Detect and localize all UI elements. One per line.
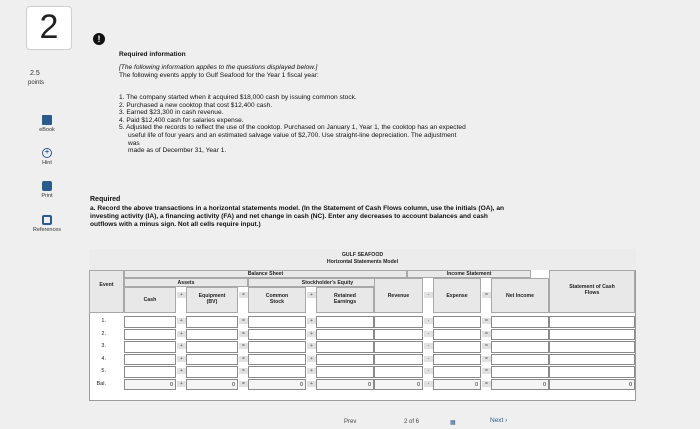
hint-icon: + [42, 148, 52, 158]
plus-sign: + [177, 331, 186, 337]
event-number: 5. [101, 368, 106, 374]
revenue-input[interactable] [374, 341, 423, 353]
references-label: References [32, 227, 62, 233]
event-item: 5. Adjusted the records to reflect the use of the cooktop. Purchased on January 1, Year 1, the cooktop has an expected [119, 124, 466, 132]
assets-header: Assets [124, 278, 248, 287]
revenue-input[interactable] [374, 354, 423, 366]
minus-sign: - [424, 381, 433, 387]
required-heading: Required [90, 196, 121, 203]
balance-cash-cell: 0 [124, 379, 176, 391]
equals-sign: = [239, 318, 248, 324]
cash-input[interactable] [124, 354, 176, 366]
common-input[interactable] [248, 329, 306, 341]
minus-sign: - [424, 368, 433, 374]
cash-flows-input[interactable] [549, 354, 635, 366]
company-name: GULF SEAFOOD [341, 252, 384, 258]
equals-sign: = [482, 318, 491, 324]
print-label: Print [41, 193, 53, 199]
revenue-input[interactable] [374, 366, 423, 378]
cash-flows-input[interactable] [549, 329, 635, 341]
event-item: 2. Purchased a new cooktop that cost $12,400 cash. [119, 101, 273, 109]
event-header: Event [89, 270, 124, 313]
equipment-input[interactable] [186, 341, 238, 353]
question-number-box [26, 6, 72, 50]
equals-sign: = [482, 343, 491, 349]
cash-input[interactable] [124, 329, 176, 341]
net-income-input[interactable] [491, 366, 549, 378]
hint-button[interactable] [24, 148, 70, 166]
required-line: investing activity (IA), a financing activity (FA) and net change in cash (NC). Enter any decreases to account balances and cash [90, 213, 488, 221]
plus-sign: + [177, 356, 186, 362]
net-income-input[interactable] [491, 354, 549, 366]
equals-sign: = [239, 381, 248, 387]
plus-sign: + [307, 292, 316, 298]
cash-flows-input[interactable] [549, 341, 635, 353]
net-income-input[interactable] [491, 316, 549, 328]
plus-sign: + [307, 343, 316, 349]
equipment-label: Equipment [198, 293, 226, 299]
event-item: 3. Earned $23,300 in cash revenue. [119, 109, 224, 117]
equals-sign: = [239, 368, 248, 374]
balance-retained-cell: 0 [316, 379, 374, 391]
equals-sign: = [482, 368, 491, 374]
hint-label: Hint [42, 160, 52, 166]
equipment-header [186, 287, 238, 313]
balance-cash-flows-cell: 0 [549, 379, 635, 391]
expense-input[interactable] [433, 354, 481, 366]
cash-flows-label-2: Flows [584, 290, 600, 296]
info-note: [The following information applies to the questions displayed below.] [119, 64, 318, 71]
retained-input[interactable] [316, 341, 374, 353]
event-item: 4. Paid $12,400 cash for salaries expense. [119, 116, 244, 124]
equipment-input[interactable] [186, 366, 238, 378]
revenue-header: Revenue [374, 278, 423, 313]
page-indicator: 2 of 6 [404, 419, 420, 425]
next-button[interactable]: Next › [490, 417, 508, 424]
cash-input[interactable] [124, 366, 176, 378]
equals-sign: = [482, 381, 491, 387]
common-stock-label: Common [265, 293, 289, 299]
equals-sign: = [239, 343, 248, 349]
alert-icon: ! [93, 33, 105, 45]
minus-sign: - [424, 292, 433, 298]
common-input[interactable] [248, 316, 306, 328]
balance-row-label: Bal. [96, 380, 106, 387]
plus-sign: + [177, 368, 186, 374]
plus-sign: + [307, 331, 316, 337]
retained-earnings-header [316, 287, 374, 313]
equals-sign: = [239, 356, 248, 362]
retained-input[interactable] [316, 316, 374, 328]
plus-sign: + [177, 318, 186, 324]
prev-button[interactable]: Prev [344, 419, 357, 425]
expense-input[interactable] [433, 341, 481, 353]
plus-sign: + [307, 356, 316, 362]
cash-flows-input[interactable] [549, 366, 635, 378]
common-stock-header [248, 287, 306, 313]
ebook-button[interactable] [24, 115, 70, 133]
equipment-input[interactable] [186, 329, 238, 341]
net-income-input[interactable] [491, 329, 549, 341]
points-value: 2.5 [30, 70, 40, 77]
plus-sign: + [307, 381, 316, 387]
common-input[interactable] [248, 341, 306, 353]
event-number: 3. [101, 343, 106, 349]
equals-sign: = [482, 292, 491, 298]
retained-label-2: Earnings [333, 299, 357, 305]
ebook-label: eBook [39, 127, 55, 133]
event-number: 2. [101, 330, 106, 337]
print-button[interactable] [24, 181, 70, 199]
equity-header: Stockholder's Equity [248, 278, 407, 287]
net-income-input[interactable] [491, 341, 549, 353]
balance-expense-cell: 0 [433, 379, 481, 391]
events-list [119, 94, 469, 155]
expense-input[interactable] [433, 366, 481, 378]
expense-header: Expense [433, 278, 481, 313]
cash-input[interactable] [124, 341, 176, 353]
common-input[interactable] [248, 366, 306, 378]
minus-sign: - [424, 343, 433, 349]
revenue-input[interactable] [374, 316, 423, 328]
plus-sign: + [177, 292, 186, 298]
retained-label: Retained [334, 293, 356, 299]
ebook-icon [42, 115, 52, 125]
equals-sign: = [239, 292, 248, 298]
balance-sheet-header: Balance Sheet [124, 270, 407, 278]
cash-flows-label: Statement of Cash [569, 284, 615, 290]
retained-input[interactable] [316, 329, 374, 341]
cash-header: Cash [124, 287, 176, 313]
required-line: outflows with a minus sign. Not all cells require input.) [90, 221, 261, 229]
event-item: 1. The company started when it acquired $18,000 cash by issuing common stock. [119, 94, 357, 101]
points-label: points [28, 80, 45, 86]
equipment-input[interactable] [186, 354, 238, 366]
event-item-continued: made as of December 31, Year 1. [128, 147, 227, 155]
required-instructions [90, 205, 640, 230]
plus-sign: + [307, 368, 316, 374]
event-number: 1. [101, 318, 106, 324]
minus-sign: - [424, 331, 433, 337]
event-number: 4. [101, 355, 106, 362]
equipment-sublabel: (BV) [206, 299, 218, 305]
required-line: a. Record the above transactions in a horizontal statements model. (In the Statement of Cash Flows column, use the initials (OA), an [90, 205, 505, 212]
plus-sign: + [177, 381, 186, 387]
references-button[interactable] [24, 215, 70, 233]
expense-input[interactable] [433, 316, 481, 328]
print-icon [42, 181, 52, 191]
equals-sign: = [239, 331, 248, 337]
cash-flows-input[interactable] [549, 316, 635, 328]
net-income-header: Net Income [491, 278, 549, 313]
revenue-input[interactable] [374, 329, 423, 341]
info-intro: The following events apply to Gulf Seafood for the Year 1 fiscal year: [119, 72, 319, 79]
equipment-input[interactable] [186, 316, 238, 328]
table-title-band [89, 249, 636, 270]
cash-input[interactable] [124, 316, 176, 328]
retained-input[interactable] [316, 354, 374, 366]
grid-icon[interactable]: ▦ [450, 420, 456, 426]
income-statement-header: Income Statement [407, 270, 531, 278]
equals-sign: = [482, 331, 491, 337]
event-item-continued: useful life of four years and an estimated salvage value of $2,700. Use straight-line depreciation. The adjustment was [128, 131, 457, 147]
references-icon [42, 215, 52, 225]
info-title: Required information [119, 51, 186, 58]
retained-input[interactable] [316, 366, 374, 378]
expense-input[interactable] [433, 329, 481, 341]
model-name: Horizontal Statements Model [326, 259, 399, 265]
balance-revenue-cell: 0 [374, 379, 423, 391]
balance-net-income-cell: 0 [491, 379, 549, 391]
plus-sign: + [307, 318, 316, 324]
common-stock-label-2: Stock [269, 299, 285, 305]
equals-sign: = [482, 356, 491, 362]
balance-equipment-cell: 0 [186, 379, 238, 391]
plus-sign: + [177, 343, 186, 349]
minus-sign: - [424, 318, 433, 324]
next-label: Next [490, 417, 504, 424]
common-input[interactable] [248, 354, 306, 366]
balance-common-cell: 0 [248, 379, 306, 391]
minus-sign: - [424, 356, 433, 362]
cash-flows-header [549, 270, 635, 313]
question-number: 2 [39, 8, 59, 46]
